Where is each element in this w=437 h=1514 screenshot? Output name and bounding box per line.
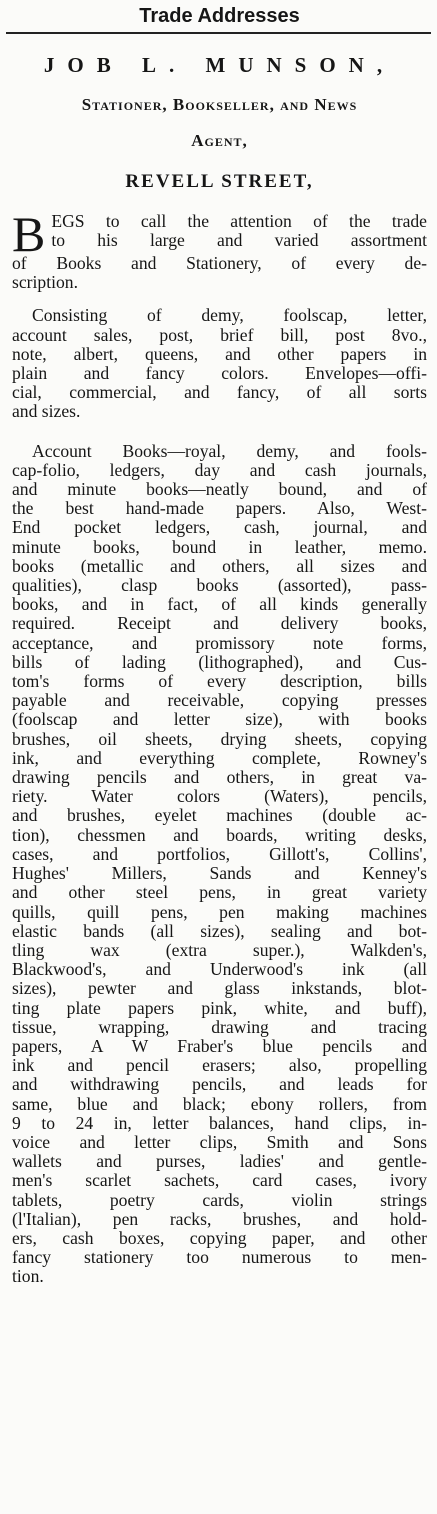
text-line: tling wax (extra super.), Walkden's, (12, 939, 427, 960)
text-line: Consisting of demy, foolscap, letter, (32, 305, 427, 326)
text-line: wallets and purses, ladies' and gentle- (12, 1151, 427, 1172)
text-line: elastic bands (all sizes), sealing and bot- (12, 920, 427, 941)
text-line: cap-folio, ledgers, day and cash journals, (12, 459, 427, 480)
text-line: minute books, bound in leather, memo. (12, 536, 427, 557)
text-line: fancy stationery too numerous to men- (12, 1247, 427, 1268)
text-line: tom's forms of every description, bills (12, 671, 427, 692)
text-line: note, albert, queens, and other papers in (12, 343, 427, 364)
text-line: bills of lading (lithographed), and Cus- (12, 651, 427, 672)
text-line: tablets, poetry cards, violin strings (12, 1189, 427, 1210)
drop-cap-letter: B (12, 206, 46, 262)
text-line: and sizes. (12, 401, 81, 422)
text-line: account sales, post, brief bill, post 8vo., (12, 324, 427, 345)
text-line: and minute books—neatly bound, and of (12, 479, 427, 500)
text-line: and other steel pens, in great variety (12, 882, 427, 903)
text-line: and withdrawing pencils, and leads for (12, 1074, 427, 1095)
text-line: tion), chessmen and boards, writing desks, (12, 824, 427, 845)
text-line: brushes, oil sheets, drying sheets, copying (12, 728, 427, 749)
text-line: qualities), clasp books (assorted), pass- (12, 575, 427, 596)
text-line: voice and letter clips, Smith and Sons (12, 1131, 427, 1152)
text-line: 9 to 24 in, letter balances, hand clips, in- (12, 1112, 427, 1133)
text-line: to his large and varied assortment (51, 230, 427, 251)
text-line: the best hand-made papers. Also, West- (12, 498, 427, 519)
text-line: ink, and everything complete, Rowney's (12, 747, 427, 768)
text-line: drawing pencils and others, in great va- (12, 767, 427, 788)
text-line: (foolscap and letter size), with books (12, 709, 427, 730)
account-books-paragraph (12, 442, 427, 1287)
text-line: tion. (12, 1266, 44, 1287)
text-line: books (metallic and others, all sizes and (12, 555, 427, 576)
text-line: papers, A W Fraber's blue pencils and (12, 1035, 427, 1056)
text-line: sizes), pewter and glass inkstands, blot- (12, 978, 427, 999)
text-line: (l'Italian), pen racks, brushes, and hold- (12, 1208, 427, 1229)
text-line: of Books and Stationery, of every de- (12, 253, 427, 273)
text-line: ting plate papers pink, white, and buff), (12, 997, 427, 1018)
text-line: men's scarlet sachets, card cases, ivory (12, 1170, 427, 1191)
text-line: Account Books—royal, demy, and fools- (32, 440, 427, 461)
text-line: tissue, wrapping, drawing and tracing (12, 1016, 427, 1037)
text-line: Hughes' Millers, Sands and Kenney's (12, 863, 427, 884)
text-line: payable and receivable, copying presses (12, 690, 427, 711)
text-line: plain and fancy colors. Envelopes—offi- (12, 363, 427, 384)
text-line: required. Receipt and delivery books, (12, 613, 427, 634)
trade-description: Stationer, Bookseller, and News (81, 95, 358, 114)
section-title: Trade Addresses (139, 5, 300, 27)
text-line: ink and pencil erasers; also, propelling (12, 1055, 427, 1076)
advertiser-name: JOB L. MUNSON, (43, 53, 396, 77)
text-line: cases, and portfolios, Gillott's, Collins', (12, 843, 427, 864)
text-line: scription. (12, 272, 78, 293)
text-line: End pocket ledgers, cash, journal, and (12, 517, 427, 538)
street-address: REVELL STREET, (125, 171, 314, 192)
header-rule (6, 32, 431, 34)
intro-paragraph (12, 206, 427, 293)
text-line: ers, cash boxes, copying paper, and other (12, 1227, 427, 1248)
text-line: books, and in fact, of all kinds generally (12, 594, 427, 615)
text-line: cial, commercial, and fancy, of all sorts (12, 382, 427, 403)
text-line: acceptance, and promissory note forms, (12, 632, 427, 653)
text-line: same, blue and black; ebony rollers, from (12, 1093, 427, 1114)
text-line: and brushes, eyelet machines (double ac- (12, 805, 427, 826)
paper-types-paragraph (12, 306, 427, 421)
text-line: Blackwood's, and Underwood's ink (all (12, 959, 427, 980)
text-line: EGS to call the attention of the trade (51, 211, 427, 231)
text-line: riety. Water colors (Waters), pencils, (12, 786, 427, 807)
text-line: quills, quill pens, pen making machines (12, 901, 427, 922)
trade-description-continued: Agent, (191, 131, 248, 150)
